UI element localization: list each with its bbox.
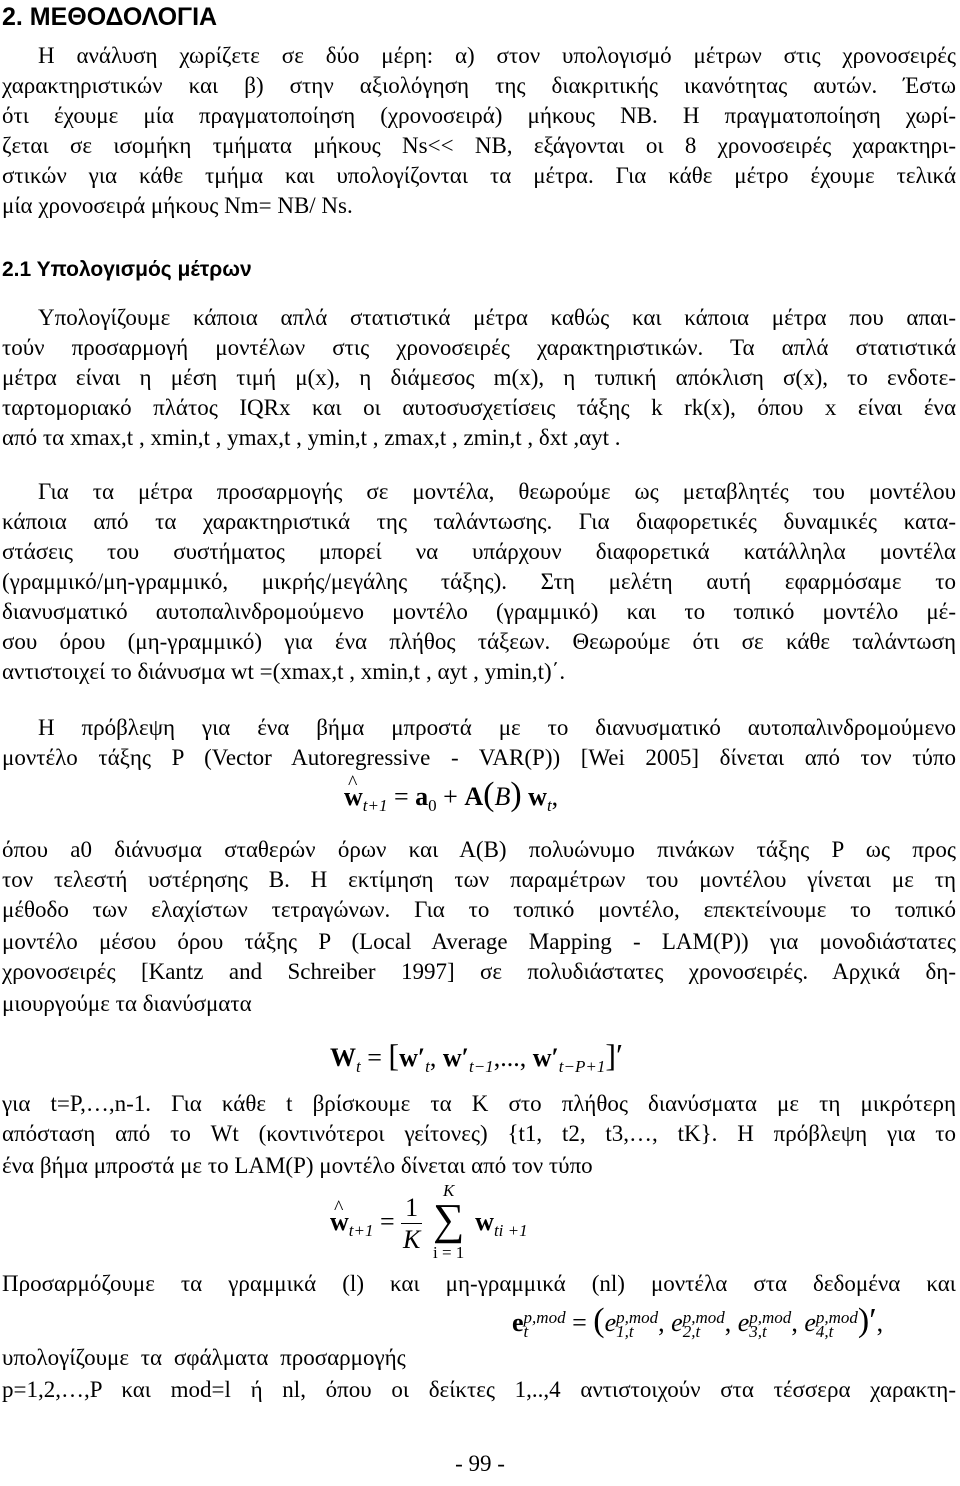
p1-line-1: Η ανάλυση χωρίζετε σε δύο μέρη: α) στον υπολογισμό μέτρων στις χρονοσειρές bbox=[38, 43, 956, 68]
eq2-close: ]′ bbox=[605, 1037, 623, 1073]
p7-line-1: Προσαρμόζουμε τα γραμμικά (l) και μη-γραμμικά (nl) μοντέλα στα δεδομένα και bbox=[2, 1271, 956, 1296]
p2-line-1: Υπολογίζουμε κάποια απλά στατιστικά μέτρα καθώς και κάποια μέτρα που απαι- bbox=[38, 305, 956, 330]
eq1-sub0: 0 bbox=[428, 796, 437, 815]
p5-line-3: μέθοδο των ελαχίστων τετραγώνων. Για το τοπικό μοντέλο, επεκτείνουμε το τοπικό bbox=[2, 897, 956, 922]
eq4-e1: e bbox=[604, 1308, 617, 1337]
p2-line-5: από τα xmax,t , xmin,t , ymax,t , ymin,t , zmax,t , zmin,t , δxt ,αyt . bbox=[2, 425, 621, 450]
eq2-c1: , bbox=[429, 1043, 437, 1072]
eq4-comma: , bbox=[876, 1308, 884, 1337]
eq3-fraction bbox=[401, 1193, 422, 1256]
p6-line-1: για t=P,…,n-1. Για κάθε t βρίσκουμε τα K στο πλήθος διανύσματα με τη μικρότερη bbox=[2, 1091, 956, 1116]
eq4-sub: t bbox=[523, 1322, 529, 1342]
p4-line-2: μοντέλο τάξης P (Vector Autoregressive - VAR(P)) [Wei 2005] δίνεται από τον τύπο bbox=[2, 745, 956, 770]
eq2-s1: t bbox=[425, 1057, 430, 1076]
eq1-lparen: ( bbox=[483, 776, 495, 813]
equation-var-forecast bbox=[344, 778, 558, 823]
p1-line-5: στικών για κάθε τμήμα και υπολογίζονται τα μέτρα. Για κάθε μέτρο έχουμε τελικά bbox=[2, 163, 956, 188]
p2-line-4: ταρτομοριακό πλάτος IQRx και οι αυτοσυσχετίσεις τάξης k rk(x), όπου x είναι ένα bbox=[2, 395, 956, 420]
eq1-plus: + bbox=[443, 782, 458, 811]
p3-line-1: Για τα μέτρα προσαρμογής σε μοντέλα, θεωρούμε ως μεταβλητές του μοντέλου bbox=[38, 479, 956, 504]
eq4-sub1: 1,t bbox=[616, 1322, 634, 1342]
p4-line-1: Η πρόβλεψη για ένα βήμα μπροστά με το διανυσματικό αυτοπαλινδρομούμενο bbox=[38, 715, 956, 740]
p3-line-5: διανυσματικό αυτοπαλινδρομούμενο μοντέλο (γραμμικό) και το τοπικό μοντέλο μέ- bbox=[2, 599, 956, 624]
eq4-sup3: p,mod bbox=[749, 1308, 792, 1328]
eq4-sub4: 4,t bbox=[815, 1322, 834, 1342]
eq1-w-hat: ^ w bbox=[344, 780, 363, 814]
p6-line-3: ένα βήμα μπροστά με το LAM(P) μοντέλο δίνεται από τον τύπο bbox=[2, 1153, 593, 1178]
p2-line-3: μέτρα είναι η μέση τιμή μ(x), η διάμεσος m(x), η τυπική απόκλιση σ(x), το ενδοτε- bbox=[2, 365, 956, 390]
p2-line-2: τούν προσαρμογή μοντέλων στις χρονοσειρές χαρακτηριστικών. Τα απλά στατιστικά bbox=[2, 335, 956, 360]
eq4-open: ( bbox=[593, 1302, 605, 1339]
eq3-sum-lower: i = 1 bbox=[433, 1243, 465, 1263]
eq4-equals: = bbox=[572, 1308, 587, 1337]
eq3-denominator: K bbox=[402, 1224, 421, 1254]
eq2-s2: t−1 bbox=[468, 1057, 494, 1076]
p6-line-2: απόσταση από το Wt (κοντινότεροι γείτονες) {t1, t2, t3,…, tK}. Η πρόβλεψη για το bbox=[2, 1121, 956, 1146]
equation-lam-forecast bbox=[330, 1181, 528, 1267]
eq1-comma: , bbox=[551, 782, 559, 811]
eq3-w: w bbox=[475, 1207, 494, 1236]
equation-embedding-vector bbox=[330, 1038, 623, 1084]
eq3-sub-ti: ti +1 bbox=[493, 1221, 528, 1240]
eq2-s3: t−P+1 bbox=[558, 1057, 606, 1076]
eq1-B: B bbox=[494, 782, 511, 811]
eq4-close: )′ bbox=[857, 1302, 877, 1339]
p3-line-3: στάσεις του συστήματος μπορεί να υπάρχουν διαφορετικά κατάλληλα μοντέλα bbox=[2, 539, 956, 564]
eq4-e4: e bbox=[804, 1308, 816, 1337]
p5-line-6: μιουργούμε τα διανύσματα bbox=[2, 991, 252, 1016]
eq2-open: [ bbox=[388, 1037, 400, 1073]
eq4-sup4: p,mod bbox=[815, 1308, 858, 1328]
eq3-summation bbox=[429, 1181, 469, 1263]
p5-line-1: όπου a0 διάνυσμα σταθερών όρων και Α(Β) πολυώνυμο πινάκων τάξης P ως προς bbox=[2, 837, 956, 862]
equation-residuals bbox=[512, 1304, 883, 1340]
eq3-numerator: 1 bbox=[401, 1193, 422, 1224]
p1-line-4: ζεται σε ισομήκη τμήματα μήκους Ns<< NB, εξάγονται οι 8 χρονοσειρές χαρακτηρι- bbox=[2, 133, 956, 158]
eq4-c1: , bbox=[658, 1308, 665, 1337]
eq2-W: W bbox=[330, 1043, 356, 1072]
eq4-sup1: p,mod bbox=[616, 1308, 659, 1328]
section-title: 2. ΜΕΘΟΔΟΛΟΓΙΑ bbox=[2, 3, 218, 31]
p5-line-2: τον τελεστή υστέρησης B. Η εκτίμηση των παραμέτρων του μοντέλου γίνεται με τη bbox=[2, 867, 956, 892]
p1-line-2: χαρακτηριστικών και β) στην αξιολόγηση της διακριτικής ικανότητας αυτών. Έστω bbox=[2, 73, 956, 98]
eq4-c3: , bbox=[791, 1308, 798, 1337]
eq3-w-hat: ^ w bbox=[330, 1186, 349, 1258]
p3-line-4: (γραμμικό/μη-γραμμικό, μικρής/μεγάλης τάξης). Στη μελέτη αυτή εφαρμόσαμε το bbox=[2, 569, 956, 594]
eq4-sup: p,mod bbox=[523, 1308, 566, 1328]
eq4-e: e bbox=[512, 1308, 524, 1337]
eq1-a: a bbox=[415, 782, 429, 811]
p7-line-3: p=1,2,…,P και mod=l ή nl, όπου οι δείκτες 1,..,4 αντιστοιχούν στα τέσσερα χαρακτη- bbox=[2, 1377, 956, 1402]
eq3-sum-upper: K bbox=[442, 1181, 455, 1201]
eq4-e2: e bbox=[671, 1308, 683, 1337]
eq1-A: A bbox=[464, 782, 484, 811]
eq1-sub-t: t bbox=[546, 796, 552, 815]
eq2-c2: ,..., bbox=[493, 1043, 527, 1072]
p5-line-5: χρονοσειρές [Kantz and Schreiber 1997] σε πολυδιάστατες χρονοσειρές. Αρχικά δη- bbox=[2, 959, 956, 984]
p3-line-6: σου όρου (μη-γραμμικό) για ένα πλήθος τάξεων. Θεωρούμε ότι σε κάθε ταλάντωση bbox=[2, 629, 956, 654]
eq3-sub: t+1 bbox=[348, 1221, 374, 1240]
eq3-sum-sign: ∑ bbox=[432, 1195, 465, 1245]
eq1-rparen: ) bbox=[510, 776, 522, 813]
eq1-sub: t+1 bbox=[362, 796, 388, 815]
eq2-sub: t bbox=[356, 1057, 361, 1076]
eq2-w2: w′ bbox=[442, 1043, 469, 1072]
eq4-c2: , bbox=[724, 1308, 732, 1337]
p5-line-4: μοντέλο μέσου όρου τάξης P (Local Average Mapping - LAM(P)) για μονοδιάστατες bbox=[2, 929, 956, 954]
p1-line-3: ότι έχουμε μία πραγματοποίηση (χρονοσειρά) μήκους ΝΒ. Η πραγματοποίηση χωρί- bbox=[2, 103, 956, 128]
page-number: - 99 - bbox=[455, 1451, 505, 1476]
eq2-w1: w′ bbox=[399, 1043, 426, 1072]
eq4-sub2: 2,t bbox=[682, 1322, 701, 1342]
eq1-equals: = bbox=[393, 782, 409, 811]
eq2-w3: w′ bbox=[532, 1043, 559, 1072]
eq4-sub3: 3,t bbox=[749, 1322, 767, 1342]
eq3-equals: = bbox=[379, 1207, 395, 1236]
eq1-w: w bbox=[528, 782, 547, 811]
subsection-title: 2.1 Υπολογισμός μέτρων bbox=[2, 258, 252, 281]
p3-line-7: αντιστοιχεί το διάνυσμα wt =(xmax,t , xmin,t , αyt , ymin,t)΄. bbox=[2, 659, 566, 684]
eq4-e3: e bbox=[737, 1308, 750, 1337]
eq4-sup2: p,mod bbox=[682, 1308, 725, 1328]
p7-line-2: υπολογίζουμε τα σφάλματα προσαρμογής bbox=[2, 1345, 406, 1370]
p1-line-6: μία χρονοσειρά μήκους Nm= NB/ Ns. bbox=[2, 193, 353, 218]
eq2-equals: = bbox=[367, 1043, 382, 1072]
p3-line-2: κάποια από τα χαρακτηριστικά της ταλάντωσης. Για διαφορετικές δυναμικές κατα- bbox=[2, 509, 956, 534]
